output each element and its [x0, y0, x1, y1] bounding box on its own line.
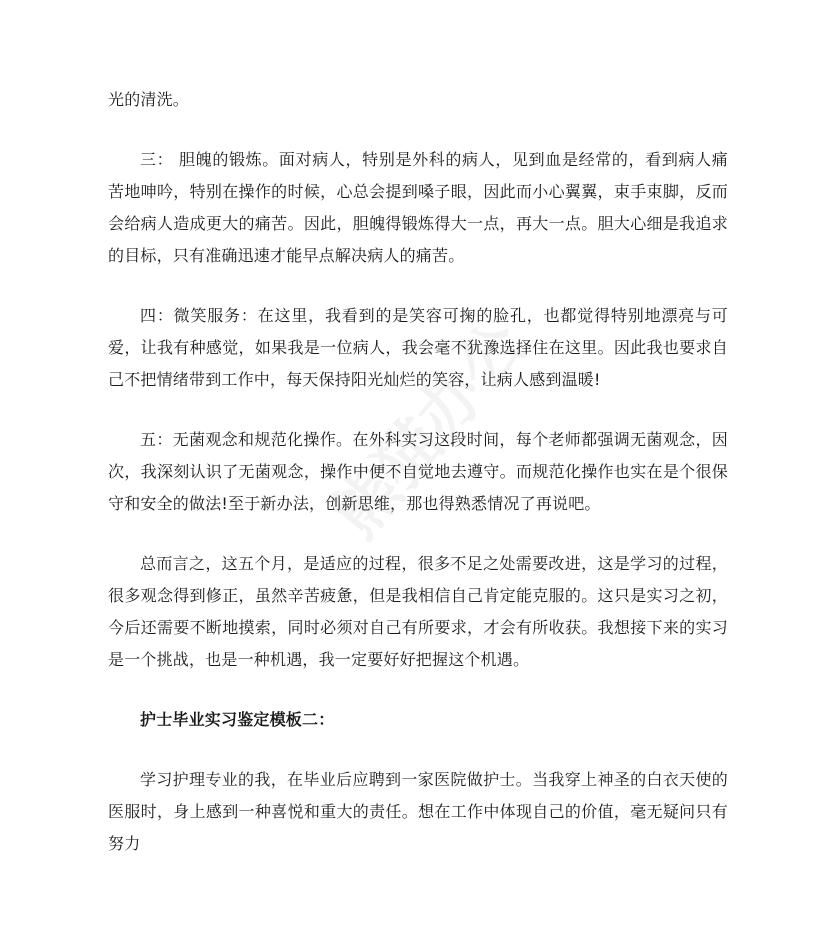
paragraph-courage: 三： 胆魄的锻炼。面对病人，特别是外科的病人，见到血是经常的，看到病人痛苦地呻吟，特别在操作的时候，心总会提到嗓子眼，因此而小心翼翼，束手束脚，反而会给病人造成更大的痛苦。因此，胆魄得锻炼得大一点，再大一点。胆大心细是我追求的目标，只有准确迅速才能早点解决病人的痛苦。 — [108, 150, 728, 265]
paragraph-gap — [108, 676, 728, 704]
paragraph-summary: 总而言之，这五个月，是适应的过程，很多不足之处需要改进，这是学习的过程，很多观念得到修正，虽然辛苦疲惫，但是我相信自己肯定能克服的。这只是实习之初，今后还需要不断地摸索，同时必须对自己有所要求，才会有所收获。我想接下来的实习是一个挑战，也是一种机遇，我一定要好好把握这个机遇。 — [108, 554, 728, 669]
paragraph-gap — [108, 736, 728, 764]
paragraph-aseptic: 五：无菌观念和规范化操作。在外科实习这段时间，每个老师都强调无菌观念，因次，我深刻认识了无菌观念，操作中便不自觉地去遵守。而规范化操作也实在是个很保守和安全的做法!至于新办法，创新思维，那也得熟悉情况了再说吧。 — [108, 430, 728, 513]
paragraph-gap — [108, 520, 728, 548]
paragraph-gap — [108, 272, 728, 300]
document-body — [108, 84, 728, 860]
paragraph-gap — [108, 116, 728, 144]
paragraph-smile-service: 四：微笑服务：在这里，我看到的是笑容可掬的脸孔，也都觉得特别地漂亮与可爱，让我有种感觉，如果我是一位病人，我会毫不犹豫选择住在这里。因此我也要求自己不把情绪带到工作中，每天保持阳光灿烂的笑容，让病人感到温暖! — [108, 306, 728, 389]
section-heading: 护士毕业实习鉴定模板二： — [140, 710, 335, 729]
paragraph-template-two: 学习护理专业的我，在毕业后应聘到一家医院做护士。当我穿上神圣的白衣天使的医服时，身上感到一种喜悦和重大的责任。想在工作中体现自己的价值，毫无疑问只有努力 — [108, 770, 728, 853]
paragraph-gap — [108, 396, 728, 424]
paragraph-continuation: 光的清洗。 — [108, 90, 190, 109]
